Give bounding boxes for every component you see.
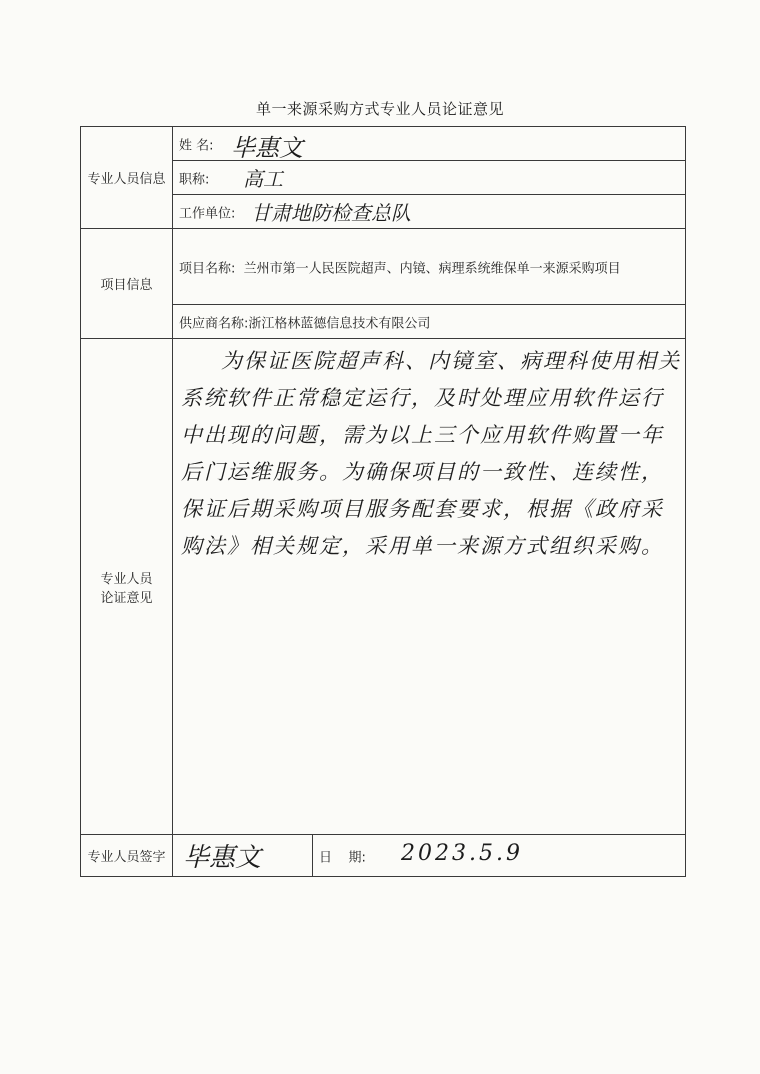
document-title: 单一来源采购方式专业人员论证意见	[255, 100, 504, 118]
supplier-field	[173, 305, 686, 339]
signature-handwritten: 毕惠文	[183, 843, 262, 873]
project-name-row	[81, 229, 686, 305]
opinion-label	[81, 339, 173, 835]
title-label: 职称:	[179, 172, 210, 187]
project-name-field	[173, 229, 686, 305]
expert-info-label: 专业人员信息	[81, 127, 173, 229]
expert-opinion-form	[80, 126, 686, 877]
project-name-value: 兰州市第一人民医院超声、内镜、病理系统维保单一来源采购项目	[243, 261, 621, 276]
project-info-label: 项目信息	[81, 229, 173, 339]
title-handwritten: 高工	[243, 167, 283, 191]
name-field	[173, 127, 686, 161]
title-field	[173, 161, 686, 195]
signature-label: 专业人员签字	[81, 835, 173, 877]
opinion-handwritten-text: 为保证医院超声科、内镜室、病理科使用相关系统软件正常稳定运行，及时处理应用软件运行中出现的问题，需为以上三个应用软件购置一年后门运维服务。为确保项目的一致性、连续性，保证后期采购项目服务配套要求，根据《政府采购法》相关规定，采用单一来源方式组织采购。	[181, 349, 681, 558]
unit-field	[173, 195, 686, 229]
opinion-label-line1: 专业人员	[100, 571, 153, 587]
name-row	[81, 127, 686, 161]
unit-label: 工作单位:	[179, 206, 236, 221]
signature-field	[173, 835, 313, 877]
opinion-field	[173, 339, 686, 835]
supplier-value: 浙江格林蓝德信息技术有限公司	[248, 316, 431, 331]
opinion-row	[81, 339, 686, 835]
name-handwritten: 毕惠文	[231, 134, 303, 162]
supplier-line	[179, 312, 430, 331]
date-field	[313, 835, 686, 877]
opinion-label-line2: 论证意见	[100, 590, 153, 606]
name-label: 姓 名:	[179, 138, 214, 153]
unit-handwritten: 甘肃地防检查总队	[251, 201, 411, 225]
supplier-label: 供应商名称:	[179, 316, 249, 331]
signature-row	[81, 835, 686, 877]
date-handwritten: 2023.5.9	[401, 841, 523, 866]
project-name-label: 项目名称:	[179, 261, 236, 276]
date-label: 日 期:	[319, 850, 366, 865]
project-name-line	[179, 257, 621, 276]
